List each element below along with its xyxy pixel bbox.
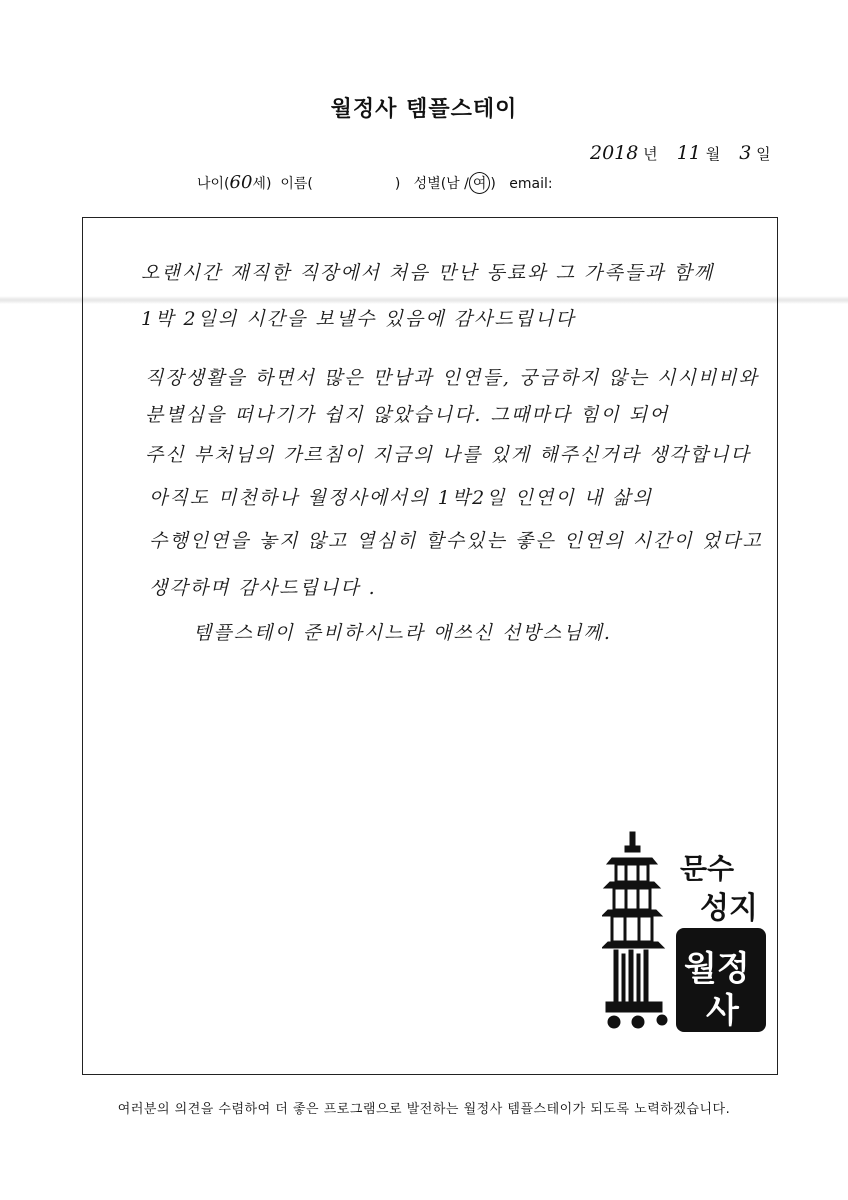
date-month-suffix: 월 [705, 145, 721, 163]
pagoda-seal-icon [602, 830, 772, 1035]
form-footer: 여러분의 의견을 수렴하여 더 좋은 프로그램으로 발전하는 월정사 템플스테이가 되도록 노력하겠습니다. [117, 1102, 731, 1117]
letter-line: 1박 2일의 시간을 보낼수 있음에 감사드립니다 [141, 308, 576, 330]
name-label: 이름( [280, 176, 313, 192]
form-title: 월정사 템플스테이 [330, 97, 518, 122]
form-date [590, 142, 771, 164]
email-label: email: [509, 176, 553, 192]
name-close: ) [394, 176, 401, 192]
svg-text:월정: 월정 [684, 949, 750, 989]
letter-line: 생각하며 감사드립니다 . [149, 577, 377, 599]
date-day: 3 [739, 142, 752, 164]
gender-label: 성별(남 / [413, 176, 469, 192]
woljeongsa-seal [602, 830, 772, 1035]
letter-line: 분별심을 떠나기가 쉽지 않았습니다. 그때마다 힘이 되어 [145, 404, 670, 426]
letter-line: 직장생활을 하면서 많은 만남과 인연들, 궁금하지 않는 시시비비와 [145, 367, 759, 389]
date-day-suffix: 일 [756, 145, 771, 163]
age-suffix: 세) [252, 176, 272, 192]
letter-line: 주신 부처님의 가르침이 지금의 나를 있게 해주신거라 생각합니다 [145, 444, 751, 466]
gender-close: ) [490, 176, 496, 192]
age-value: 60 [229, 172, 253, 193]
gender-selected: 여 [469, 172, 491, 194]
svg-text:성지: 성지 [700, 891, 758, 926]
letter-line: 수행인연을 놓지 않고 열심히 할수있는 좋은 인연의 시간이 었다고 [149, 530, 763, 552]
letter-line: 아직도 미천하나 월정사에서의 1박2일 인연이 내 삶의 [149, 487, 653, 509]
info-row [197, 172, 553, 194]
svg-text:문수: 문수 [680, 852, 735, 885]
date-year-suffix: 년 [643, 145, 658, 163]
date-month: 11 [676, 142, 701, 164]
letter-line: 오랜시간 재직한 직장에서 처음 만난 동료와 그 가족들과 함께 [141, 262, 715, 284]
date-year: 2018 [590, 142, 639, 164]
letter-line: 템플스테이 준비하시느라 애쓰신 선방스님께. [193, 622, 612, 644]
age-label: 나이( [197, 176, 230, 192]
svg-text:사: 사 [706, 991, 739, 1031]
